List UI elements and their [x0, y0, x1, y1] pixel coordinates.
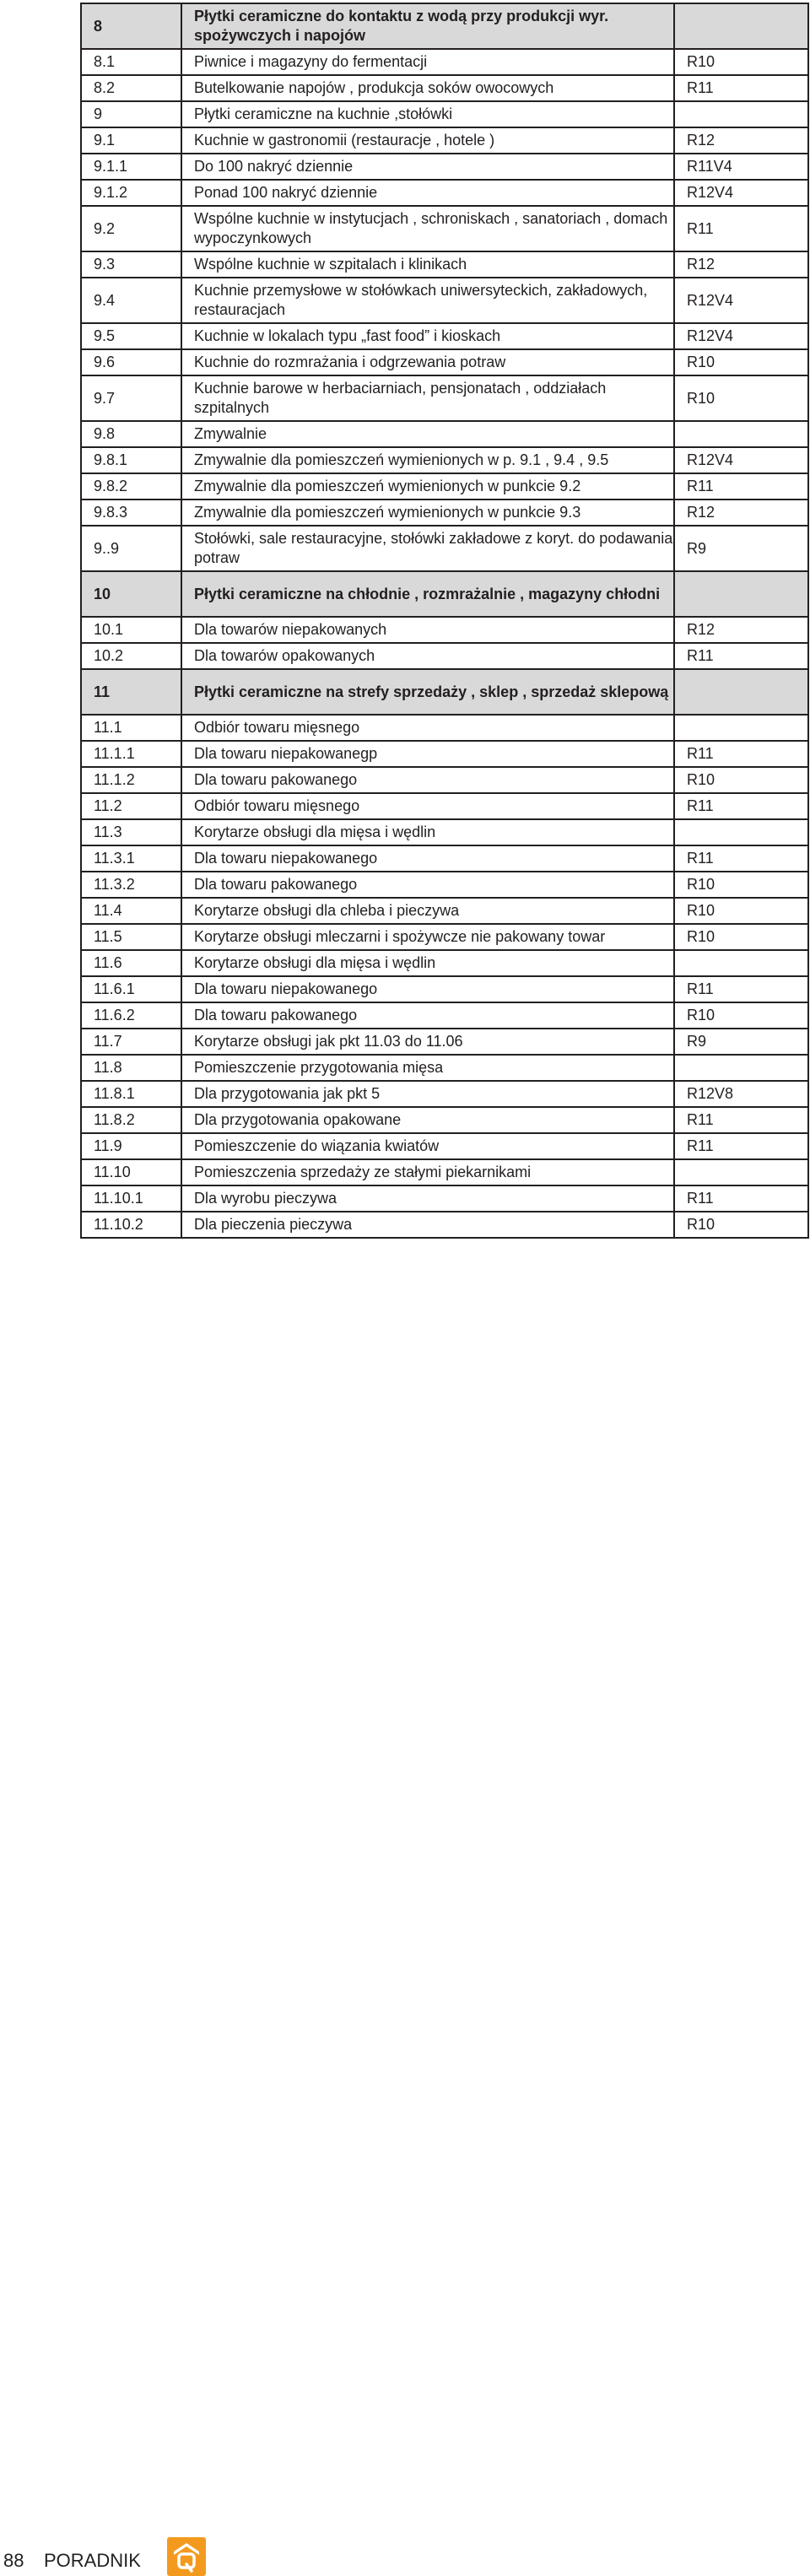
row-number: 9	[81, 101, 181, 127]
row-description: Odbiór towaru mięsnego	[181, 715, 674, 741]
row-number: 11.2	[81, 793, 181, 819]
row-description: Dla towaru pakowanego	[181, 767, 674, 793]
row-number: 9.6	[81, 349, 181, 375]
row-number: 11.1.1	[81, 741, 181, 767]
table-row	[81, 278, 808, 323]
row-rating: R12V4	[674, 180, 808, 206]
footer-label: PORADNIK	[44, 2550, 141, 2571]
row-number: 10.2	[81, 643, 181, 669]
row-description: Stołówki, sale restauracyjne, stołówki zakładowe z koryt. do podawania potraw	[181, 526, 674, 571]
row-rating: R11	[674, 75, 808, 101]
row-rating	[674, 715, 808, 741]
row-description: Kuchnie barowe w herbaciarniach, pensjonatach , oddziałach szpitalnych	[181, 375, 674, 421]
row-rating	[674, 1055, 808, 1081]
row-number: 10.1	[81, 617, 181, 643]
row-rating	[674, 1159, 808, 1185]
row-number: 11	[81, 669, 181, 715]
table-row	[81, 1002, 808, 1029]
row-number: 10	[81, 571, 181, 617]
row-rating	[674, 669, 808, 715]
table-row	[81, 526, 808, 571]
row-rating: R12V4	[674, 278, 808, 323]
row-description: Ponad 100 nakryć dziennie	[181, 180, 674, 206]
row-number: 11.6	[81, 950, 181, 976]
row-description: Pomieszczenie przygotowania mięsa	[181, 1055, 674, 1081]
row-description: Odbiór towaru mięsnego	[181, 793, 674, 819]
row-rating: R12	[674, 617, 808, 643]
row-description: Piwnice i magazyny do fermentacji	[181, 49, 674, 75]
row-number: 9.8	[81, 421, 181, 447]
row-description: Dla towaru niepakowanegp	[181, 741, 674, 767]
row-number: 9.1.2	[81, 180, 181, 206]
row-number: 11.5	[81, 924, 181, 950]
row-rating: R11	[674, 643, 808, 669]
row-rating: R12	[674, 127, 808, 154]
table-row	[81, 924, 808, 950]
table-row	[81, 1212, 808, 1238]
row-number: 11.1	[81, 715, 181, 741]
row-rating: R10	[674, 898, 808, 924]
row-rating: R11	[674, 1185, 808, 1212]
row-number: 9..9	[81, 526, 181, 571]
row-description: Korytarze obsługi mleczarni i spożywcze nie pakowany towar	[181, 924, 674, 950]
row-description: Wspólne kuchnie w instytucjach , schroniskach , sanatoriach , domach wypoczynkowych	[181, 206, 674, 251]
table-row	[81, 793, 808, 819]
row-number: 9.8.1	[81, 447, 181, 473]
row-description: Zmywalnie	[181, 421, 674, 447]
row-rating	[674, 571, 808, 617]
row-description: Dla towaru pakowanego	[181, 1002, 674, 1029]
table-row	[81, 617, 808, 643]
row-rating: R10	[674, 767, 808, 793]
row-number: 11.10	[81, 1159, 181, 1185]
table-row	[81, 845, 808, 872]
row-number: 9.2	[81, 206, 181, 251]
row-rating: R11	[674, 473, 808, 500]
table-row	[81, 127, 808, 154]
row-description: Kuchnie do rozmrażania i odgrzewania potraw	[181, 349, 674, 375]
slip-resistance-table	[80, 3, 809, 1239]
table-row	[81, 375, 808, 421]
page-footer	[0, 1270, 219, 2571]
table-row	[81, 251, 808, 278]
table-row	[81, 1159, 808, 1185]
row-rating	[674, 950, 808, 976]
row-number: 9.7	[81, 375, 181, 421]
row-number: 11.3.2	[81, 872, 181, 898]
row-number: 11.8.1	[81, 1081, 181, 1107]
row-rating: R12	[674, 500, 808, 526]
row-description: Dla towarów opakowanych	[181, 643, 674, 669]
row-description: Wspólne kuchnie w szpitalach i klinikach	[181, 251, 674, 278]
row-rating: R11	[674, 1107, 808, 1133]
row-rating	[674, 101, 808, 127]
row-number: 11.3	[81, 819, 181, 845]
row-description: Zmywalnie dla pomieszczeń wymienionych w p. 9.1 , 9.4 , 9.5	[181, 447, 674, 473]
row-number: 8.2	[81, 75, 181, 101]
row-description: Korytarze obsługi dla mięsa i wędlin	[181, 819, 674, 845]
row-rating: R11	[674, 1133, 808, 1159]
row-description: Dla przygotowania opakowane	[181, 1107, 674, 1133]
row-number: 9.8.2	[81, 473, 181, 500]
row-number: 11.6.2	[81, 1002, 181, 1029]
row-description: Kuchnie przemysłowe w stołówkach uniwersyteckich, zakładowych, restauracjach	[181, 278, 674, 323]
table-row	[81, 500, 808, 526]
row-description: Korytarze obsługi dla chleba i pieczywa	[181, 898, 674, 924]
row-rating: R10	[674, 1212, 808, 1238]
row-description: Płytki ceramiczne na chłodnie , rozmrażalnie , magazyny chłodni	[181, 571, 674, 617]
row-rating: R12V8	[674, 1081, 808, 1107]
table-row	[81, 75, 808, 101]
table-row	[81, 643, 808, 669]
table-row	[81, 1055, 808, 1081]
row-number: 11.10.2	[81, 1212, 181, 1238]
row-rating: R10	[674, 924, 808, 950]
table-row	[81, 1029, 808, 1055]
row-rating	[674, 819, 808, 845]
table-body	[81, 3, 808, 1238]
row-rating	[674, 421, 808, 447]
table-row	[81, 1081, 808, 1107]
row-number: 9.4	[81, 278, 181, 323]
row-description: Zmywalnie dla pomieszczeń wymienionych w punkcie 9.3	[181, 500, 674, 526]
row-rating: R10	[674, 349, 808, 375]
row-rating: R10	[674, 375, 808, 421]
row-number: 9.5	[81, 323, 181, 349]
row-description: Dla przygotowania jak pkt 5	[181, 1081, 674, 1107]
table-row	[81, 473, 808, 500]
row-description: Dla pieczenia pieczywa	[181, 1212, 674, 1238]
row-number: 11.8.2	[81, 1107, 181, 1133]
section-header-row	[81, 571, 808, 617]
table-row	[81, 180, 808, 206]
row-description: Zmywalnie dla pomieszczeń wymienionych w punkcie 9.2	[181, 473, 674, 500]
table-row	[81, 49, 808, 75]
row-rating: R11	[674, 741, 808, 767]
row-number: 11.8	[81, 1055, 181, 1081]
table-row	[81, 1107, 808, 1133]
row-rating: R11	[674, 793, 808, 819]
section-header-row	[81, 3, 808, 49]
table-row	[81, 715, 808, 741]
row-description: Dla towaru niepakowanego	[181, 976, 674, 1002]
row-rating: R11	[674, 845, 808, 872]
table-row	[81, 206, 808, 251]
row-number: 11.7	[81, 1029, 181, 1055]
row-description: Do 100 nakryć dziennie	[181, 154, 674, 180]
row-description: Dla towaru pakowanego	[181, 872, 674, 898]
row-number: 11.6.1	[81, 976, 181, 1002]
row-rating: R11V4	[674, 154, 808, 180]
row-description: Pomieszczenie do wiązania kwiatów	[181, 1133, 674, 1159]
row-number: 9.1	[81, 127, 181, 154]
table-row	[81, 447, 808, 473]
row-rating	[674, 3, 808, 49]
row-number: 8	[81, 3, 181, 49]
row-description: Kuchnie w lokalach typu „fast food” i kioskach	[181, 323, 674, 349]
row-rating: R12	[674, 251, 808, 278]
row-description: Dla towarów niepakowanych	[181, 617, 674, 643]
table-row	[81, 349, 808, 375]
table-row	[81, 421, 808, 447]
table-row	[81, 950, 808, 976]
row-number: 9.8.3	[81, 500, 181, 526]
row-number: 11.4	[81, 898, 181, 924]
row-description: Płytki ceramiczne do kontaktu z wodą przy produkcji wyr. spożywczych i napojów	[181, 3, 674, 49]
row-rating: R12V4	[674, 447, 808, 473]
table-row	[81, 101, 808, 127]
table-row	[81, 767, 808, 793]
row-number: 11.10.1	[81, 1185, 181, 1212]
row-description: Korytarze obsługi jak pkt 11.03 do 11.06	[181, 1029, 674, 1055]
row-number: 9.1.1	[81, 154, 181, 180]
table-row	[81, 741, 808, 767]
row-number: 9.3	[81, 251, 181, 278]
table-row	[81, 1133, 808, 1159]
page-number: 88	[3, 2550, 24, 2571]
table-row	[81, 898, 808, 924]
row-description: Pomieszczenia sprzedaży ze stałymi piekarnikami	[181, 1159, 674, 1185]
table-row	[81, 872, 808, 898]
row-rating: R12V4	[674, 323, 808, 349]
table-row	[81, 323, 808, 349]
row-description: Płytki ceramiczne na kuchnie ,stołówki	[181, 101, 674, 127]
row-number: 11.1.2	[81, 767, 181, 793]
row-description: Dla towaru niepakowanego	[181, 845, 674, 872]
table-row	[81, 154, 808, 180]
table-row	[81, 976, 808, 1002]
row-description: Płytki ceramiczne na strefy sprzedaży , sklep , sprzedaż sklepową	[181, 669, 674, 715]
row-description: Dla wyrobu pieczywa	[181, 1185, 674, 1212]
row-description: Korytarze obsługi dla mięsa i wędlin	[181, 950, 674, 976]
brand-logo-icon	[167, 2537, 206, 2576]
row-rating: R10	[674, 872, 808, 898]
row-rating: R9	[674, 1029, 808, 1055]
section-header-row	[81, 669, 808, 715]
table-row	[81, 819, 808, 845]
row-rating: R9	[674, 526, 808, 571]
row-description: Butelkowanie napojów , produkcja soków owocowych	[181, 75, 674, 101]
row-rating: R11	[674, 206, 808, 251]
row-number: 8.1	[81, 49, 181, 75]
row-number: 11.3.1	[81, 845, 181, 872]
row-rating: R10	[674, 1002, 808, 1029]
row-rating: R11	[674, 976, 808, 1002]
table-row	[81, 1185, 808, 1212]
row-description: Kuchnie w gastronomii (restauracje , hotele )	[181, 127, 674, 154]
row-number: 11.9	[81, 1133, 181, 1159]
row-rating: R10	[674, 49, 808, 75]
